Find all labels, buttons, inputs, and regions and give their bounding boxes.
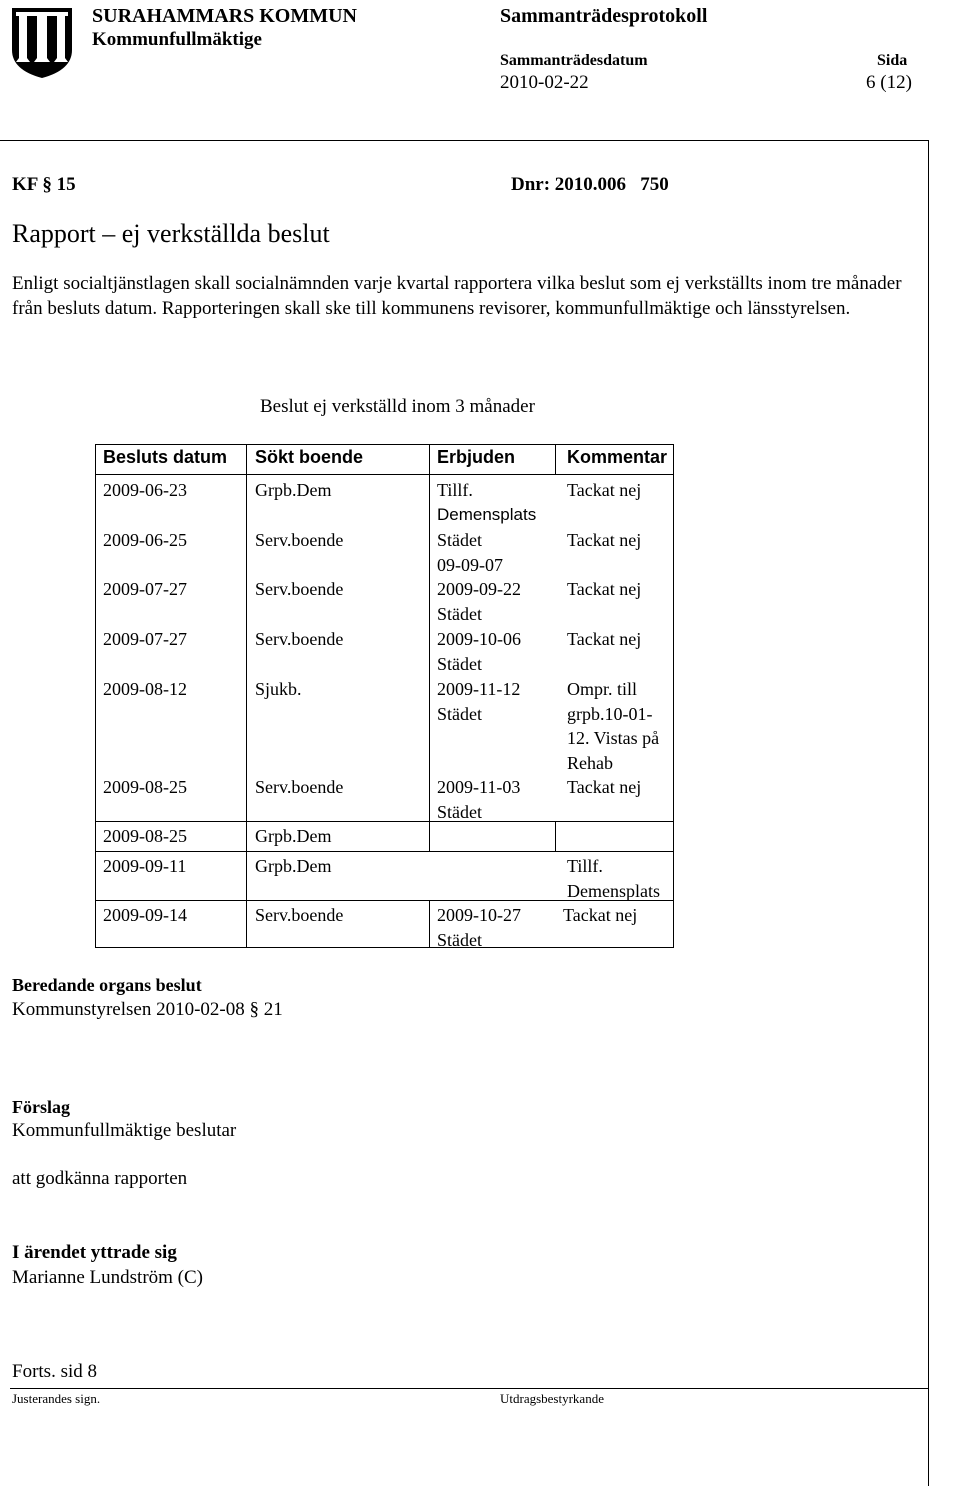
footer-divider bbox=[10, 1388, 929, 1389]
table-cell-offered: Städet bbox=[437, 603, 482, 624]
prep-text: Kommunstyrelsen 2010-02-08 § 21 bbox=[12, 999, 283, 1020]
table-row-rule bbox=[96, 821, 674, 822]
table-cell-offered: 2009-10-06 bbox=[437, 629, 521, 649]
intro-text: Enligt socialtjänstlagen skall socialnämnden varje kvartal rapportera vilka beslut som ej verkställts inom tre månader från besluts datum. Rapporteringen skall ske till kommunens revisorer, kommunfullmäktige och länsstyrelsen. bbox=[12, 273, 902, 319]
table-cell-offered: Städet bbox=[437, 929, 482, 948]
table-cell-date: 2009-09-11 bbox=[103, 856, 187, 876]
table-cell-sought: Serv.boende bbox=[255, 530, 344, 550]
table-cell-date: 2009-07-27 bbox=[103, 629, 187, 649]
table-cell-sought: Grpb.Dem bbox=[255, 480, 332, 500]
table-column-rule bbox=[246, 772, 247, 821]
table-cell-comment: Tackat nej bbox=[567, 480, 642, 500]
proposal-att: att godkänna rapporten bbox=[12, 1168, 188, 1189]
page-number: 6 (12) bbox=[866, 72, 912, 93]
table-cell-offered: Städet bbox=[437, 801, 482, 822]
table-column-rule bbox=[429, 772, 430, 821]
document-type: Sammanträdesprotokoll bbox=[500, 5, 708, 27]
table-cell-date: 2009-08-25 bbox=[103, 777, 187, 797]
table-column-rule bbox=[555, 445, 556, 475]
table-column-rule bbox=[246, 445, 247, 475]
table-cell-offered: 09-09-07 bbox=[437, 554, 503, 575]
table-cell-date: 2009-07-27 bbox=[103, 579, 187, 599]
assembly-name: Kommunfullmäktige bbox=[92, 29, 262, 50]
table-cell-comment: Tackat nej bbox=[567, 530, 642, 550]
table-cell-sought: Grpb.Dem bbox=[255, 826, 332, 846]
table-cell-comment: Tackat nej bbox=[563, 905, 638, 925]
table-column-rule bbox=[429, 624, 430, 674]
table-column-rule bbox=[429, 900, 430, 948]
table-cell-date: 2009-09-14 bbox=[103, 905, 187, 925]
column-header-sought: Sökt boende bbox=[255, 447, 364, 467]
page-label: Sida bbox=[877, 52, 908, 69]
table-column-rule bbox=[246, 574, 247, 624]
table-cell-sought: Serv.boende bbox=[255, 777, 344, 797]
footer-justification: Justerandes sign. bbox=[12, 1391, 101, 1406]
table-cell-offered: Städet bbox=[437, 703, 482, 724]
prep-heading: Beredande organs beslut bbox=[12, 975, 202, 995]
table-column-rule bbox=[246, 475, 247, 525]
table-column-rule bbox=[429, 525, 430, 574]
proposal-text: Kommunfullmäktige beslutar bbox=[12, 1120, 237, 1141]
table-cell-date: 2009-06-25 bbox=[103, 530, 187, 550]
table-cell-offered: Tillf. bbox=[437, 480, 473, 500]
table-column-rule bbox=[429, 674, 430, 772]
table-cell-comment: Ompr. till bbox=[567, 679, 638, 699]
table-cell-sought: Grpb.Dem bbox=[255, 856, 332, 876]
table-cell-comment: 12. Vistas på bbox=[567, 728, 660, 748]
decisions-table bbox=[95, 444, 674, 948]
table-cell-comment: Rehab bbox=[567, 752, 613, 773]
table-cell-comment: Demensplats bbox=[567, 880, 660, 901]
table-column-rule bbox=[429, 445, 430, 475]
column-header-comment: Kommentar bbox=[567, 447, 668, 467]
table-column-rule bbox=[429, 821, 430, 851]
meeting-date-label: Sammanträdesdatum bbox=[500, 52, 648, 69]
municipality-name: SURAHAMMARS KOMMUN bbox=[92, 5, 357, 27]
table-cell-date: 2009-08-25 bbox=[103, 826, 187, 846]
table-cell-date: 2009-08-12 bbox=[103, 679, 187, 699]
table-cell-sought: Sjukb. bbox=[255, 679, 302, 699]
table-cell-offered: Demensplats bbox=[437, 504, 537, 524]
table-column-rule bbox=[246, 624, 247, 674]
table-cell-comment: Tackat nej bbox=[567, 629, 642, 649]
table-caption: Beslut ej verkställd inom 3 månader bbox=[260, 396, 535, 417]
footer-certification: Utdragsbestyrkande bbox=[500, 1391, 604, 1406]
diary-number: Dnr: 2010.006 750 bbox=[511, 174, 669, 195]
table-cell-date: 2009-06-23 bbox=[103, 480, 187, 500]
table-cell-sought: Serv.boende bbox=[255, 579, 344, 599]
table-cell-offered: 2009-11-12 bbox=[437, 679, 521, 699]
paragraph-title: Rapport – ej verkställda beslut bbox=[12, 219, 330, 248]
column-header-offered: Erbjuden bbox=[437, 447, 516, 467]
table-column-rule bbox=[246, 525, 247, 574]
speakers-text: Marianne Lundström (C) bbox=[12, 1267, 204, 1288]
continued-note: Forts. sid 8 bbox=[12, 1361, 97, 1382]
speakers-heading: I ärendet yttrade sig bbox=[12, 1242, 177, 1263]
table-cell-comment: Tillf. bbox=[567, 856, 603, 876]
table-row-rule bbox=[96, 851, 674, 852]
meeting-date: 2010-02-22 bbox=[500, 72, 589, 93]
table-cell-comment: grpb.10-01- bbox=[567, 703, 653, 724]
table-column-rule bbox=[246, 674, 247, 772]
table-column-rule bbox=[555, 821, 556, 851]
table-cell-sought: Serv.boende bbox=[255, 629, 344, 649]
table-cell-offered: 2009-10-27 bbox=[437, 905, 521, 925]
table-column-rule bbox=[246, 821, 247, 851]
table-cell-comment: Tackat nej bbox=[567, 777, 642, 797]
table-column-rule bbox=[429, 574, 430, 624]
municipality-crest-logo bbox=[10, 6, 74, 80]
table-column-rule bbox=[246, 851, 247, 900]
table-column-rule bbox=[429, 475, 430, 525]
table-cell-comment: Tackat nej bbox=[567, 579, 642, 599]
table-cell-sought: Serv.boende bbox=[255, 905, 344, 925]
table-column-rule bbox=[246, 900, 247, 948]
table-header bbox=[96, 445, 673, 475]
table-cell-offered: Städet bbox=[437, 653, 482, 674]
table-cell-offered: 2009-11-03 bbox=[437, 777, 521, 797]
proposal-heading: Förslag bbox=[12, 1097, 70, 1117]
table-cell-offered: 2009-09-22 bbox=[437, 579, 521, 599]
table-cell-offered: Städet bbox=[437, 530, 482, 550]
paragraph-number: KF § 15 bbox=[12, 174, 76, 195]
column-header-date: Besluts datum bbox=[103, 447, 228, 467]
